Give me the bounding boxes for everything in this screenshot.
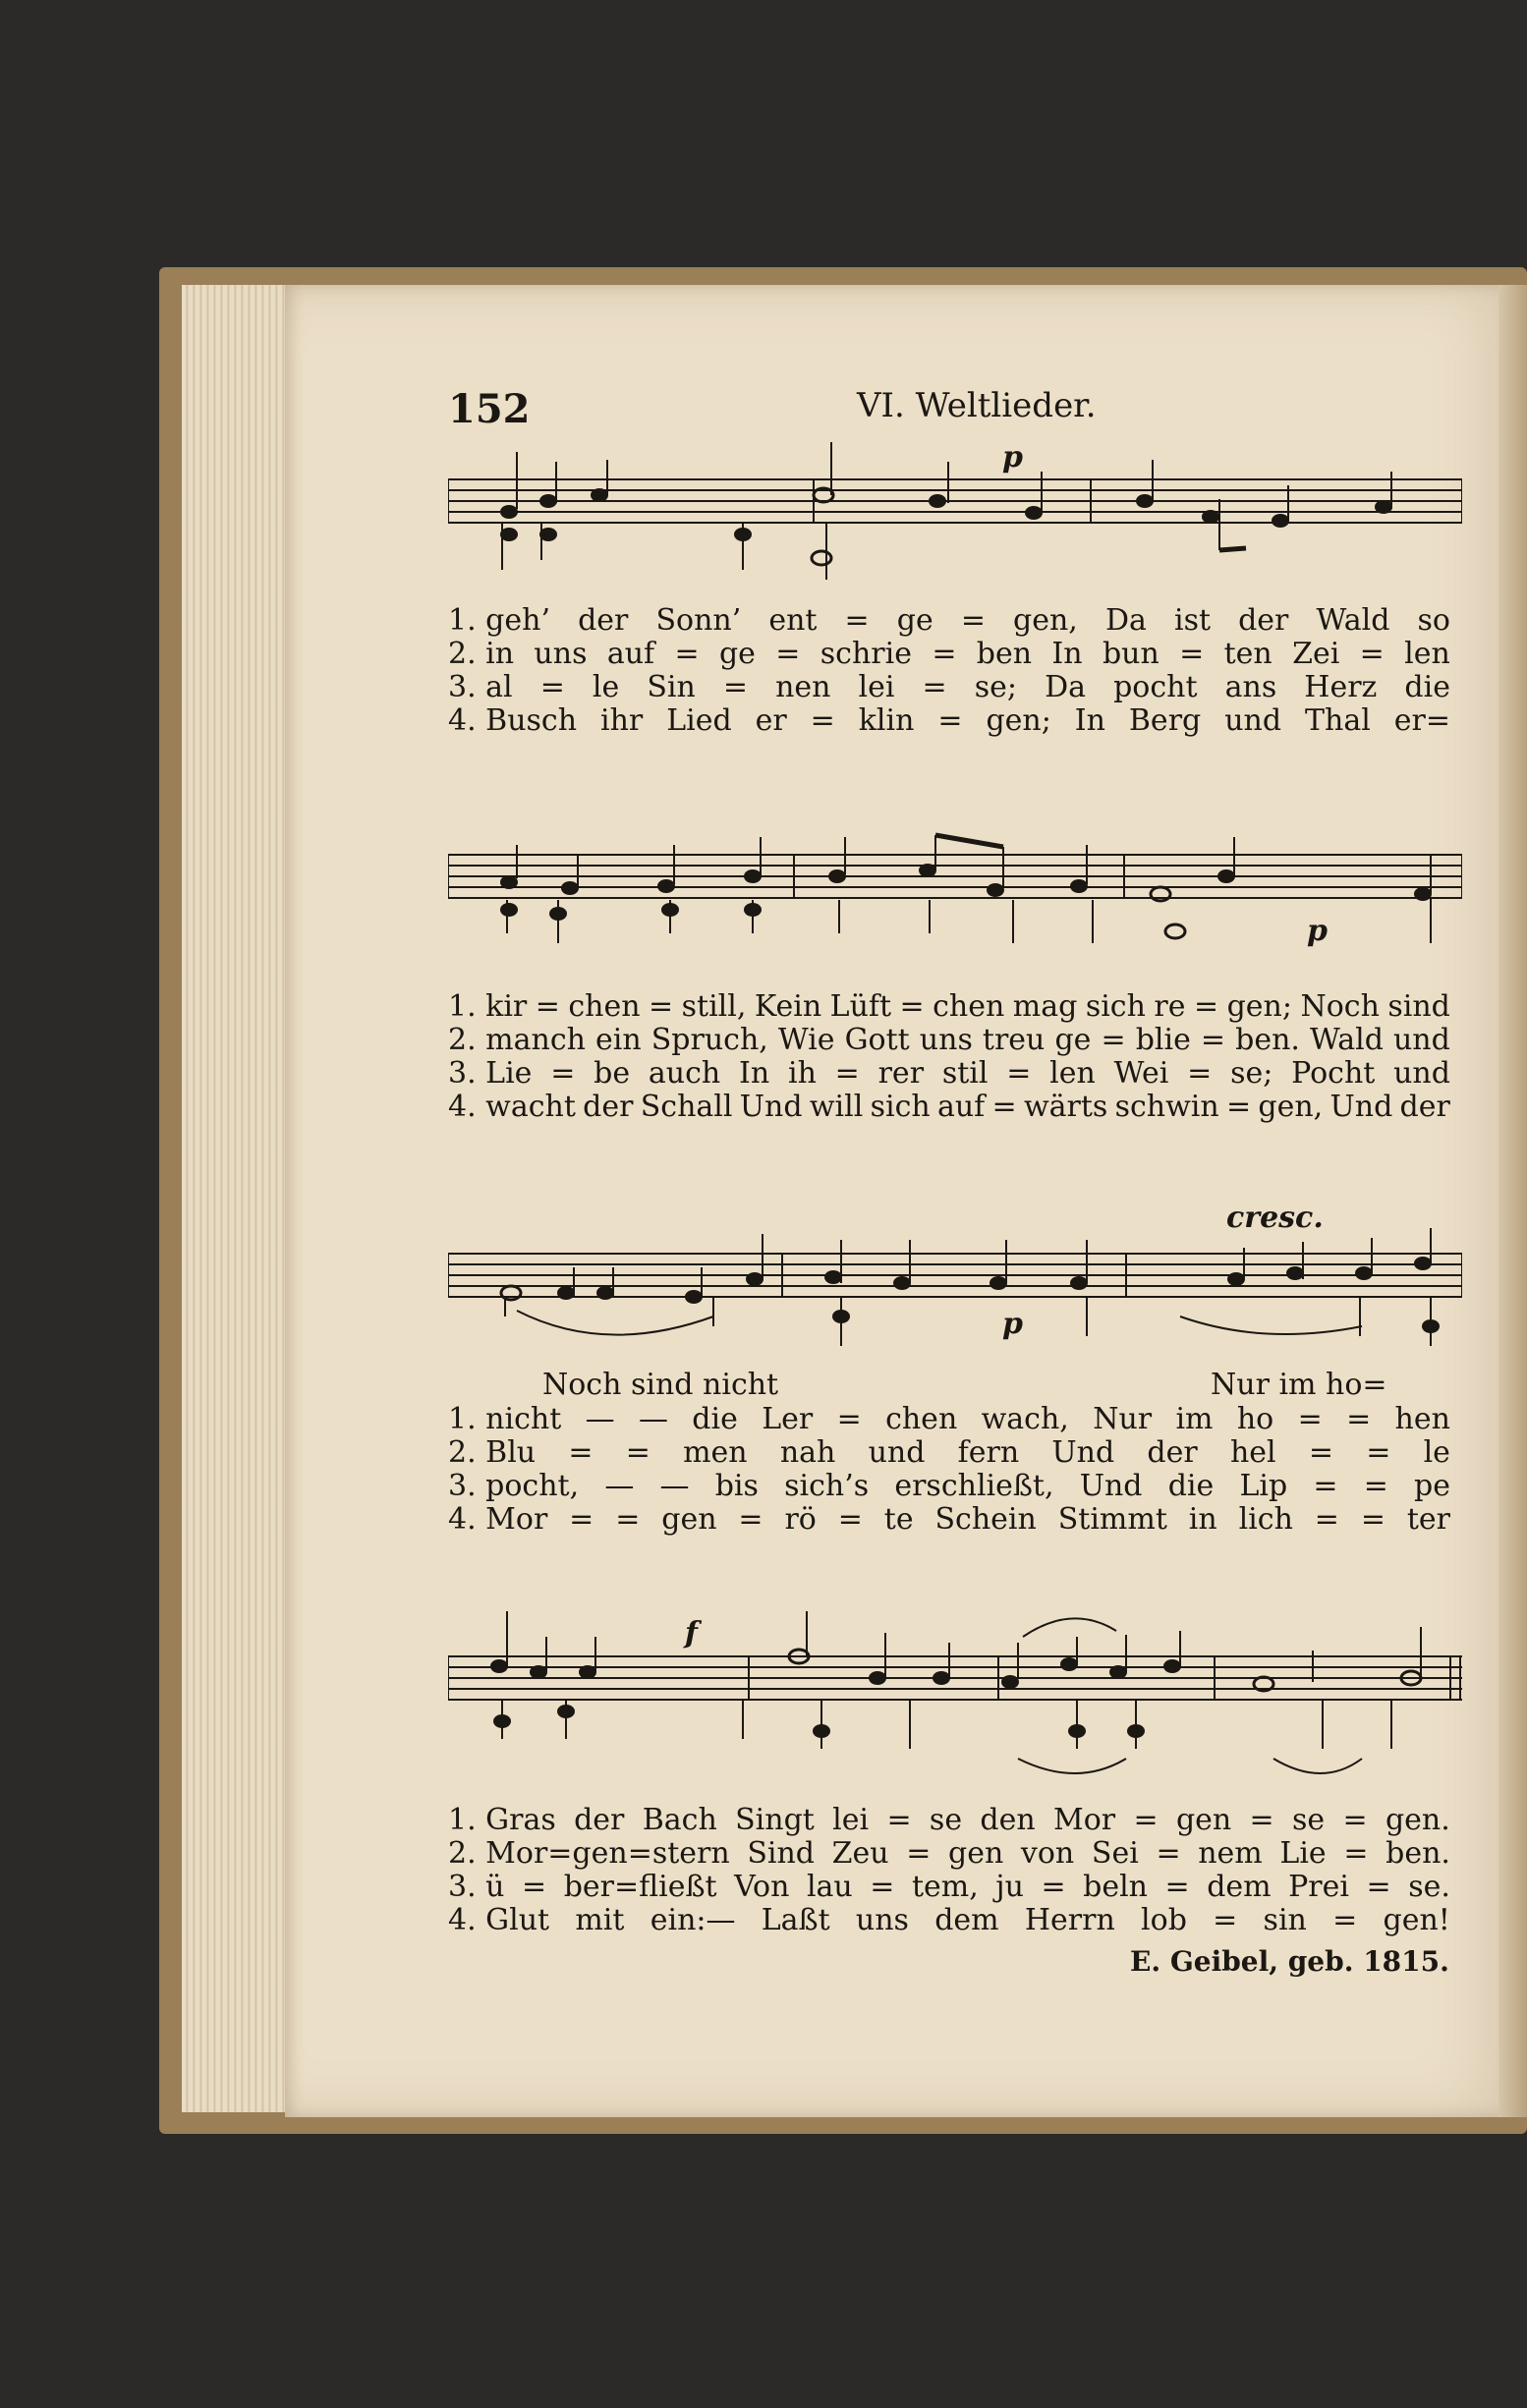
lyric-line-verse-4 [448,1503,1450,1537]
lyric-syllable: Wald [1310,1023,1384,1057]
lyric-syllable: nah [779,1435,836,1470]
lyric-syllable: = [932,637,957,671]
lyric-syllable: gen. [1385,1803,1450,1837]
lyric-syllable: men [683,1435,748,1470]
lyric-line-verse-2 [448,1024,1450,1057]
dynamic-marking: cresc. [1226,1201,1324,1235]
lyric-syllable: 3. Lie [448,1056,533,1091]
lyric-syllable: ans [1224,670,1277,704]
lyric-syllable: 4. Mor [448,1502,548,1537]
lyric-syllable: klin [858,703,915,738]
lyric-syllable: Sin [647,670,696,704]
lyric-syllable: = [886,1803,912,1837]
lyric-syllable: le [592,670,620,704]
lyric-syllable: ben. [1386,1836,1450,1871]
lyric-syllable: Und [1079,1469,1143,1503]
lyric-syllable: 2. manch [448,1023,586,1057]
lyric-syllable: Und [1329,1090,1393,1124]
lyric-line-verse-1 [448,990,1450,1024]
lyric-syllable: 2. in [448,637,515,671]
lyric-syllable: gen; [986,703,1051,738]
lyric-syllable: in [1188,1502,1217,1537]
page-number: 152 [448,386,531,432]
lyric-syllable: von [1020,1836,1075,1871]
lyric-syllable: hen [1394,1402,1450,1436]
lyric-syllable: In [1051,637,1083,671]
lyric-syllable: se [1292,1803,1326,1837]
lyric-syllable: 3. ü [448,1870,505,1904]
lyric-syllable: = [1225,1090,1252,1124]
lyric-syllable: sind [1387,989,1450,1024]
lyric-syllable: beln [1083,1870,1148,1904]
lyric-syllable: der [1147,1435,1198,1470]
lyric-line-verse-2 [448,638,1450,671]
lyric-syllable: = [625,1435,650,1470]
lyric-syllable: Prei [1288,1870,1349,1904]
lyric-syllable: Lie [1279,1836,1327,1871]
lyric-syllable: = [1200,1023,1226,1057]
lyric-syllable: und [1224,703,1282,738]
lyric-syllable: der [583,1090,634,1124]
lyric-syllable: 1. nicht [448,1402,562,1436]
lyric-syllable: wärts [1023,1090,1108,1124]
lyric-syllable: le [1423,1435,1450,1470]
lyric-syllable: treu [982,1023,1046,1057]
lyric-syllable: Zeu [831,1836,889,1871]
lyric-syllable: 2. Blu [448,1435,537,1470]
lyric-syllable: auf [606,637,655,671]
lyric-syllable: schwin [1114,1090,1219,1124]
lyric-syllable: die [1404,670,1450,704]
lyric-syllable: se; [1230,1056,1273,1091]
lyric-syllable: ge [1054,1023,1092,1057]
lyric-syllable: erschließt, [894,1469,1054,1503]
lyric-syllable: die [692,1402,738,1436]
dynamic-marking: p [1307,914,1328,948]
lyric-syllable: nen [775,670,831,704]
lyric-syllable: Stimmt [1057,1502,1167,1537]
lyric-syllable: = [834,1056,860,1091]
lyric-syllable: stil [941,1056,989,1091]
lyric-syllable: rö [784,1502,817,1537]
lyric-line-verse-3 [448,671,1450,704]
lyric-syllable: se. [1408,1870,1450,1904]
lyric-syllable: und [1392,1023,1450,1057]
lyric-line-verse-1 [448,604,1450,638]
lyric-syllable: Lied [666,703,732,738]
lyric-syllable: = [522,1870,547,1904]
lyric-syllable: = [1133,1803,1159,1837]
lyric-syllable: = [1187,1056,1213,1091]
lyric-syllable: 4. Glut [448,1903,550,1937]
lyric-syllable: Da [1045,670,1087,704]
lyric-syllable: sich [1085,989,1146,1024]
lyric-line-verse-3 [448,1057,1450,1091]
lyric-syllable: = [1360,1502,1386,1537]
lyric-syllable: Sind [747,1836,816,1871]
dynamic-marking: p [1002,440,1023,475]
lyric-syllable: ih [787,1056,817,1091]
lyric-syllable: gen! [1383,1903,1450,1937]
lyric-syllable: = [1313,1469,1338,1503]
lyric-syllable: Herrn [1024,1903,1115,1937]
lyric-syllable: ho [1236,1402,1274,1436]
lyric-syllable: Laßt [761,1903,830,1937]
lyric-syllable: = [960,603,986,638]
lyric-syllable: = [615,1502,641,1537]
lyrics-block-1 [448,604,1450,738]
lyric-syllable: In [1074,703,1105,738]
lyric-syllable: auf [936,1090,986,1124]
lyric-syllable: gen [1175,1803,1232,1837]
lyric-syllable: Wald [1316,603,1390,638]
lyric-syllable: = [539,670,565,704]
lyric-syllable: = [535,989,560,1024]
page-gutter [1499,285,1527,2117]
lyric-syllable: = [922,670,947,704]
lyric-syllable: sich’s [784,1469,870,1503]
lyric-syllable: ju [995,1870,1024,1904]
lyric-line-verse-3 [448,1470,1450,1503]
lyric-syllable: = [844,603,870,638]
lyric-syllable: ben [976,637,1033,671]
lyric-syllable: = [1314,1502,1339,1537]
lyric-syllable: uns [919,1023,973,1057]
lyric-syllable: Spruch, [650,1023,768,1057]
lyric-syllable: schrie [820,637,912,671]
lyric-syllable: be [594,1056,631,1091]
lyric-syllable: Berg [1128,703,1202,738]
music-staff-2 [448,815,1462,1002]
lyric-syllable: 4. wacht [448,1090,576,1124]
lyric-syllable: ist [1173,603,1212,638]
lyric-line-verse-4 [448,1904,1450,1937]
lyric-syllable: 1. Gras [448,1803,556,1837]
music-staff-4 [448,1592,1462,1808]
dynamic-marking: p [1002,1307,1023,1341]
lyric-syllable: = [1363,1469,1388,1503]
lyric-syllable: = [1179,637,1205,671]
lyric-syllable: Von [734,1870,790,1904]
lyric-syllable: Noch [1300,989,1380,1024]
lyric-syllable: chen [568,989,641,1024]
lyric-syllable: = [775,637,801,671]
lyric-syllable: hel [1229,1435,1276,1470]
lyric-syllable: — [604,1469,635,1503]
music-staff-1 [448,432,1462,619]
lyric-syllable: — [585,1402,615,1436]
lyric-syllable: ge [896,603,933,638]
lyric-syllable: gen; [1226,989,1292,1024]
lyric-syllable: ten [1223,637,1272,671]
lyric-line-verse-1 [448,1804,1450,1837]
lyric-syllable: = [937,703,963,738]
lyric-line-verse-2 [448,1837,1450,1871]
lyric-syllable: und [868,1435,926,1470]
lyric-syllable: = [1101,1023,1126,1057]
lyric-syllable: gen, [1013,603,1078,638]
lyric-syllable: = [836,1402,862,1436]
lyric-syllable: ein:— [650,1903,736,1937]
lyric-syllable: uns [534,637,588,671]
lyric-syllable: rer [877,1056,925,1091]
lyric-syllable: 2. Mor=gen=stern [448,1836,730,1871]
cue-lyric-right: Nur im ho= [1211,1368,1387,1402]
lyric-syllable: = [569,1502,594,1537]
lyric-syllable: bun [1102,637,1159,671]
lyric-syllable: = [1213,1903,1238,1937]
lyric-syllable: Bach [642,1803,717,1837]
lyric-syllable: se [929,1803,963,1837]
lyric-syllable: Sonn’ [655,603,742,638]
lyric-syllable: Herz [1304,670,1378,704]
lyric-syllable: = [722,670,748,704]
lyric-syllable: 3. pocht, [448,1469,580,1503]
lyric-syllable: uns [855,1903,909,1937]
lyric-syllable: = [1164,1870,1190,1904]
lyric-syllable: Pocht [1291,1056,1376,1091]
lyric-syllable: im [1175,1402,1214,1436]
lyric-syllable: re [1154,989,1186,1024]
lyric-syllable: lob [1141,1903,1187,1937]
lyric-syllable: = [837,1502,863,1537]
lyric-syllable: mit [575,1903,625,1937]
lyric-syllable: Wei [1113,1056,1169,1091]
lyric-syllable: Nur [1093,1402,1153,1436]
lyric-syllable: dem [934,1903,999,1937]
author-attribution: E. Geibel, geb. 1815. [1130,1945,1449,1978]
lyric-syllable: lei [858,670,895,704]
lyric-syllable: = [1332,1903,1358,1937]
lyric-syllable: ber=fließt [563,1870,717,1904]
lyric-syllable: = [906,1836,932,1871]
lyric-syllable: lei [832,1803,870,1837]
lyric-syllable: = [1006,1056,1032,1091]
lyric-syllable: blie [1135,1023,1191,1057]
lyric-syllable: dem [1207,1870,1272,1904]
lyric-syllable: = [1346,1402,1372,1436]
lyric-syllable: = [991,1090,1017,1124]
lyric-syllable: gen [661,1502,717,1537]
lyric-syllable: pe [1414,1469,1450,1503]
lyric-syllable: = [738,1502,764,1537]
lyric-syllable: wach, [981,1402,1069,1436]
lyric-syllable: den [980,1803,1036,1837]
lyric-syllable: tem, [911,1870,979,1904]
lyric-syllable: der [574,1803,625,1837]
lyric-syllable: der [578,603,629,638]
lyric-syllable: Schall [640,1090,733,1124]
lyric-syllable: = [649,989,674,1024]
lyric-syllable: Und [739,1090,803,1124]
lyric-syllable: len [1404,637,1450,671]
lyric-syllable: = [1041,1870,1066,1904]
lyric-syllable: ein [595,1023,642,1057]
lyric-syllable: der [1238,603,1289,638]
lyric-syllable: = [1366,1870,1391,1904]
lyric-syllable: Ler [762,1402,814,1436]
lyric-syllable: pocht [1113,670,1198,704]
dynamic-marking: f [685,1616,698,1651]
lyric-syllable: 4. Busch [448,703,578,738]
lyric-syllable: gen [948,1836,1004,1871]
lyric-line-verse-1 [448,1403,1450,1436]
lyric-syllable: Lip [1239,1469,1288,1503]
lyric-syllable: = [899,989,925,1024]
lyrics-block-2 [448,990,1450,1124]
lyric-syllable: Mor [1053,1803,1116,1837]
lyric-syllable: Da [1104,603,1147,638]
lyric-syllable: = [1342,1803,1368,1837]
lyric-syllable: die [1167,1469,1215,1503]
lyric-syllable: = [1297,1402,1323,1436]
lyric-line-verse-3 [448,1871,1450,1904]
lyric-syllable: = [674,637,700,671]
lyric-syllable: gen, [1258,1090,1324,1124]
lyric-syllable: Thal [1304,703,1371,738]
lyric-line-verse-4 [448,1091,1450,1124]
lyric-syllable: Zei [1292,637,1340,671]
lyric-syllable: = [1366,1435,1391,1470]
lyric-syllable: ge [718,637,756,671]
lyric-syllable: len [1049,1056,1096,1091]
lyric-line-verse-2 [448,1436,1450,1470]
lyric-syllable: Lüft [829,989,892,1024]
lyric-line-verse-4 [448,704,1450,738]
lyric-syllable: mag [1012,989,1078,1024]
lyric-syllable: ent [768,603,818,638]
lyric-syllable: se; [974,670,1018,704]
lyric-syllable: 1. kir [448,989,528,1024]
lyric-syllable: sich [870,1090,931,1124]
lyric-syllable: er [755,703,787,738]
lyrics-block-4 [448,1804,1450,1937]
lyric-syllable: Kein [754,989,822,1024]
lyric-syllable: = [810,703,835,738]
lyric-syllable: — [659,1469,690,1503]
lyric-syllable: der [1399,1090,1450,1124]
lyric-syllable: — [638,1402,668,1436]
lyric-syllable: 1. geh’ [448,603,550,638]
lyric-syllable: = [1343,1836,1369,1871]
lyric-syllable: lich [1238,1502,1293,1537]
lyric-syllable: Wie [777,1023,835,1057]
lyric-syllable: = [1359,637,1385,671]
lyric-syllable: = [1249,1803,1274,1837]
running-title: VI. Weltlieder. [857,386,1097,425]
lyric-syllable: ter [1406,1502,1450,1537]
lyric-syllable: Gott [844,1023,910,1057]
lyric-syllable: fern [957,1435,1020,1470]
lyric-syllable: = [1156,1836,1181,1871]
lyric-syllable: 3. al [448,670,513,704]
lyric-syllable: Singt [735,1803,815,1837]
lyric-syllable: auch [648,1056,721,1091]
lyric-syllable: er= [1393,703,1450,738]
lyric-syllable: chen [885,1402,958,1436]
lyric-syllable: sin [1263,1903,1307,1937]
lyric-syllable: = [1308,1435,1333,1470]
lyric-syllable: ben. [1235,1023,1300,1057]
lyric-syllable: still, [681,989,747,1024]
lyric-syllable: = [568,1435,594,1470]
lyric-syllable: = [1193,989,1219,1024]
cue-lyric-left: Noch sind nicht [542,1368,779,1402]
lyric-syllable: bis [714,1469,759,1503]
lyric-syllable: = [550,1056,576,1091]
lyric-syllable: Und [1051,1435,1115,1470]
lyric-syllable: so [1417,603,1450,638]
lyric-syllable: te [883,1502,914,1537]
lyric-syllable: chen [933,989,1005,1024]
lyric-syllable: ihr [599,703,644,738]
lyric-syllable: Sei [1091,1836,1139,1871]
lyric-syllable: = [870,1870,895,1904]
lyric-syllable: Schein [934,1502,1037,1537]
lyrics-block-3 [448,1403,1450,1537]
lyric-syllable: lau [806,1870,853,1904]
lyric-syllable: will [809,1090,864,1124]
lyric-syllable: nem [1198,1836,1263,1871]
lyric-syllable: und [1393,1056,1450,1091]
lyric-syllable: In [739,1056,770,1091]
